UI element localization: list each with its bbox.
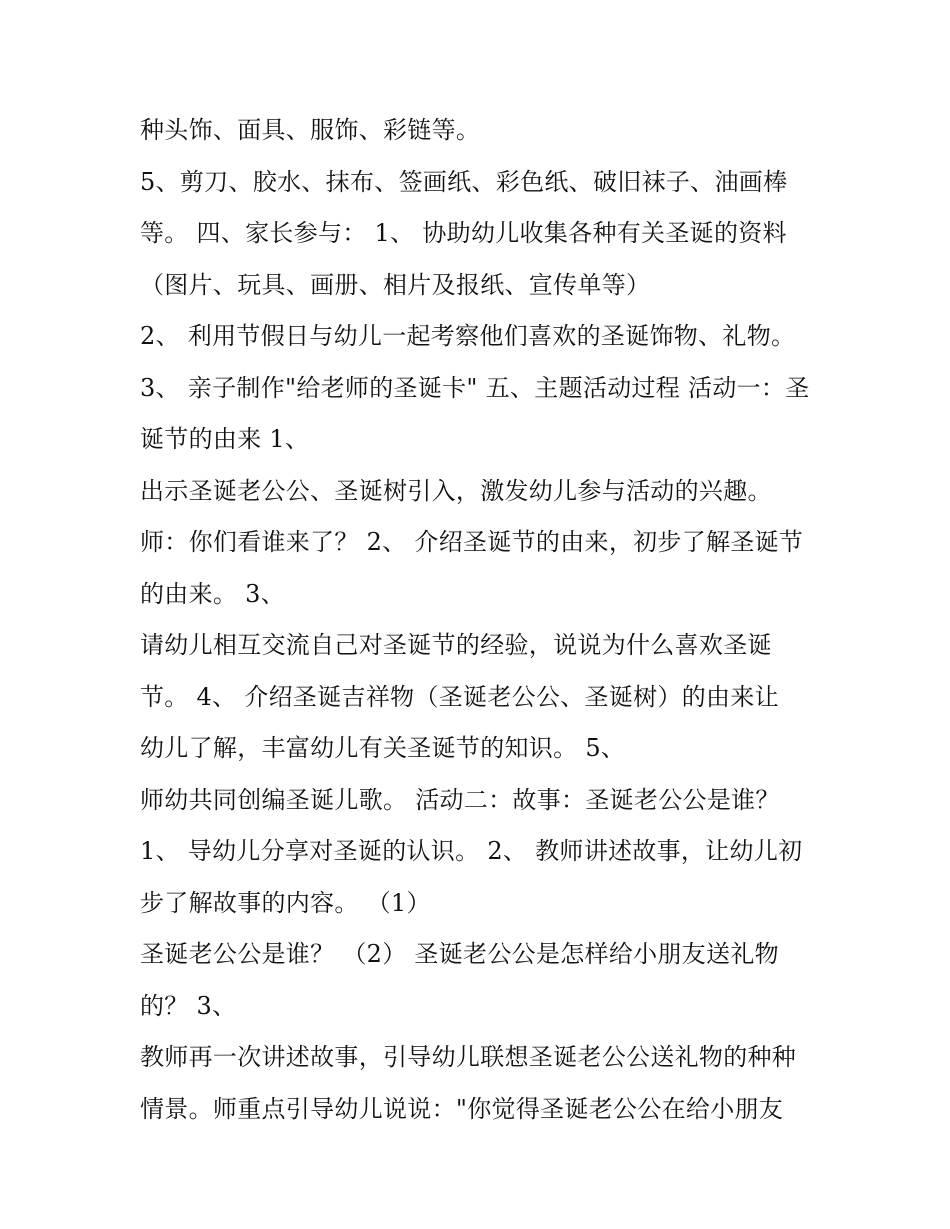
- text-line: 师幼共同创编圣诞儿歌。 活动二：故事：圣诞老公公是谁？: [140, 785, 780, 814]
- text-line: 2、 利用节假日与幼儿一起考察他们喜欢的圣诞饰物、礼物。: [140, 322, 796, 350]
- text-line: 1、 导幼儿分享对圣诞的认识。 2、 教师讲述故事，让幼儿初: [140, 837, 803, 865]
- text-line: 步了解故事的内容。 （1）: [140, 888, 431, 917]
- text-line: 种头饰、面具、服饰、彩链等。: [140, 116, 481, 144]
- text-line: 等。 四、家长参与： 1、 协助幼儿收集各种有关圣诞的资料: [140, 219, 787, 247]
- text-line: 请幼儿相互交流自己对圣诞节的经验，说说为什么喜欢圣诞: [140, 631, 772, 659]
- text-line: 诞节的由来 1、: [140, 425, 310, 453]
- text-line: 情景。师重点引导幼儿说说："你觉得圣诞老公公在给小朋友: [140, 1094, 784, 1123]
- body-text: [140, 108, 830, 1138]
- text-line: 师：你们看谁来了？ 2、 介绍圣诞节的由来，初步了解圣诞节: [140, 528, 804, 556]
- text-line: （图片、玩具、画册、相片及报纸、宣传单等）: [140, 270, 651, 299]
- text-line: 圣诞老公公是谁？ （2） 圣诞老公公是怎样给小朋友送礼物: [140, 940, 779, 968]
- text-line: 幼儿了解，丰富幼儿有关圣诞节的知识。 5、: [140, 734, 626, 762]
- text-line: 的？ 3、: [140, 991, 237, 1020]
- text-line: 教师再一次讲述故事，引导幼儿联想圣诞老公公送礼物的种种: [140, 1043, 797, 1071]
- text-line: 出示圣诞老公公、圣诞树引入，激发幼儿参与活动的兴趣。: [140, 476, 772, 505]
- text-line: 的由来。 3、: [140, 579, 285, 608]
- text-line: 3、 亲子制作"给老师的圣诞卡" 五、主题活动过程 活动一：圣: [140, 373, 810, 402]
- text-line: 节。 4、 介绍圣诞吉祥物（圣诞老公公、圣诞树）的由来让: [140, 682, 779, 711]
- text-line: 5、剪刀、胶水、抹布、签画纸、彩色纸、破旧袜子、油画棒: [140, 167, 788, 196]
